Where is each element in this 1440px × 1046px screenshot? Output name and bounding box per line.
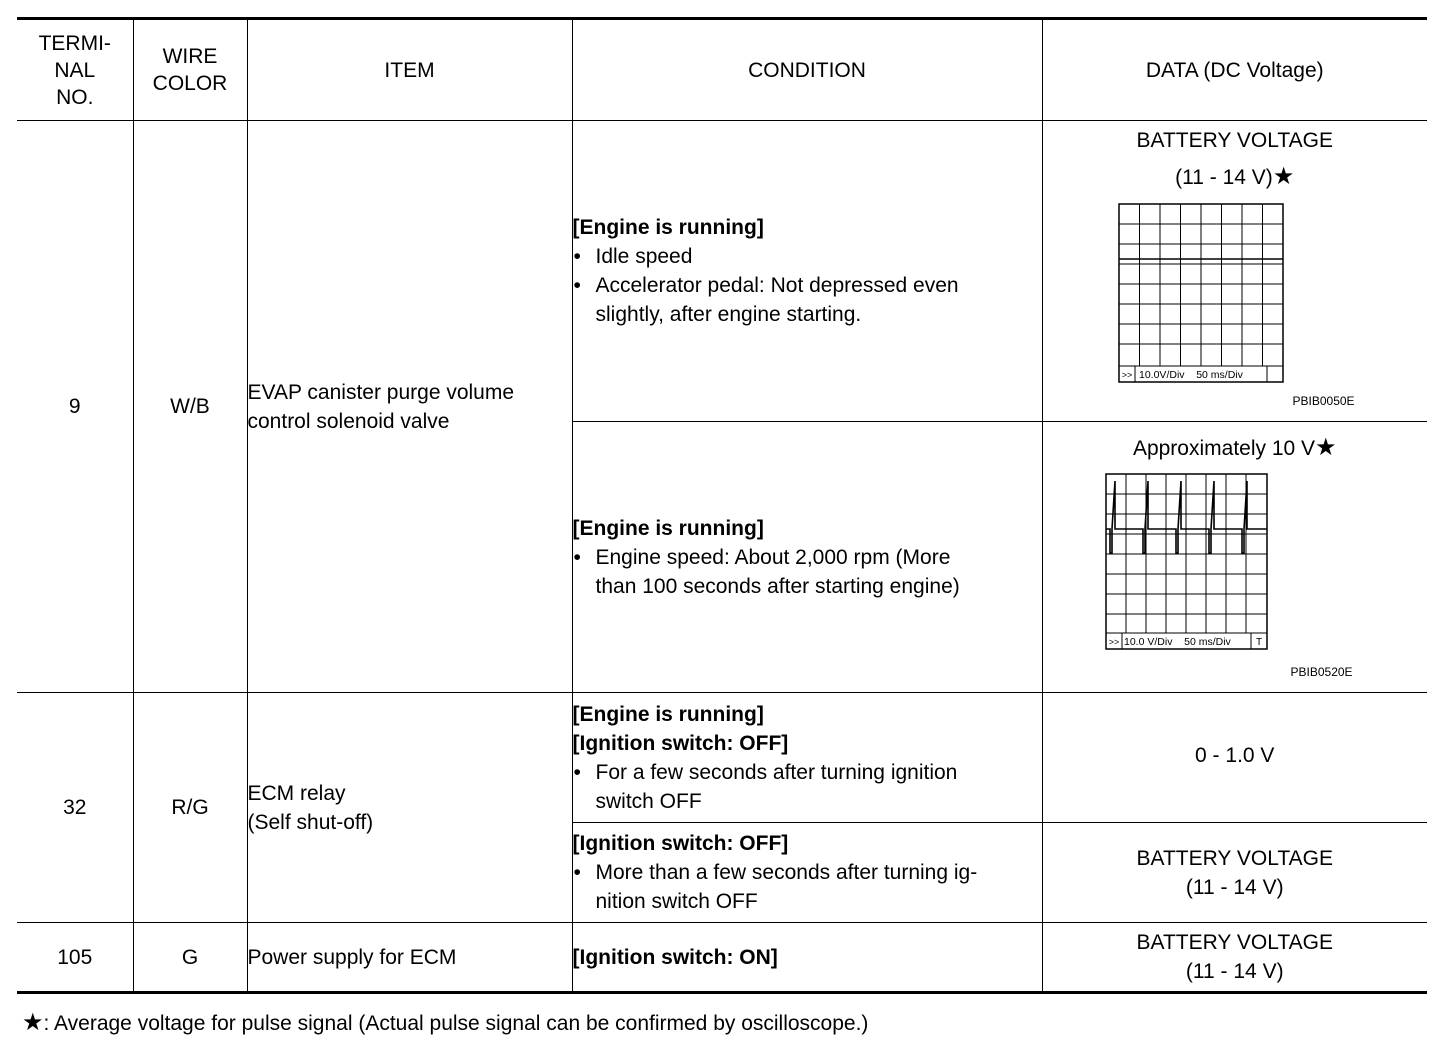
header-item: ITEM	[247, 19, 572, 121]
oscilloscope-waveform-1	[1118, 203, 1288, 388]
condition-title: [Engine is running]	[572, 702, 764, 726]
item-cell: EVAP canister purge volume control solenoid valve	[247, 121, 572, 693]
scope-scale-label: 10.0V/Div 50 ms/Div	[1138, 369, 1243, 381]
data-value	[1043, 162, 1428, 192]
terminal-cell: 32	[17, 693, 133, 923]
terminal-cell: 9	[17, 121, 133, 693]
data-cell: 0 - 1.0 V	[1042, 693, 1427, 823]
condition-title: [Engine is running]	[572, 216, 764, 239]
table-row	[17, 693, 1427, 823]
condition-list	[573, 242, 1042, 329]
wire-color-cell: W/B	[133, 121, 247, 693]
condition-list	[573, 858, 1042, 916]
condition-title: [Ignition switch: OFF]	[572, 832, 789, 855]
terminal-spec-table	[17, 17, 1427, 994]
condition-cell	[572, 693, 1042, 823]
condition-title: [Ignition switch: ON]	[572, 945, 778, 969]
item-cell: ECM relay (Self shut-off)	[247, 693, 572, 923]
header-data: DATA (DC Voltage)	[1042, 19, 1427, 121]
wire-color-cell: G	[133, 923, 247, 993]
data-cell	[1042, 422, 1427, 693]
data-value: BATTERY VOLTAGE	[1136, 846, 1333, 870]
scope-trigger-label: T	[1255, 637, 1262, 648]
condition-cell	[572, 422, 1042, 693]
item-cell: Power supply for ECM	[247, 923, 572, 993]
condition-bullet: • For a few seconds after turning ignition switch OFF	[573, 758, 1042, 816]
footnote	[22, 1008, 868, 1038]
data-value-text: Approximately 10 V	[1132, 437, 1316, 460]
condition-list	[573, 543, 1042, 601]
oscilloscope-waveform-2	[1105, 473, 1271, 653]
data-value: BATTERY VOLTAGE	[1136, 931, 1333, 954]
header-condition: CONDITION	[572, 19, 1042, 121]
scope-arrow-label: >>	[1121, 370, 1132, 380]
condition-cell	[572, 121, 1042, 422]
data-value: (11 - 14 V)	[1185, 875, 1284, 899]
star-icon: ★	[1315, 434, 1337, 461]
header-row	[17, 19, 1427, 121]
condition-title: [Engine is running]	[572, 516, 764, 540]
data-cell	[1042, 923, 1427, 993]
data-value-range: (11 - 14 V)	[1175, 166, 1273, 189]
header-wire-color: WIRE COLOR	[133, 19, 247, 121]
table-row	[17, 923, 1427, 993]
star-icon: ★	[1272, 163, 1295, 190]
scope-arrow-label: >>	[1108, 637, 1119, 647]
figure-id: PBIB0520E	[1290, 665, 1353, 679]
data-cell	[1042, 121, 1427, 422]
condition-bullet: • Accelerator pedal: Not depressed even slightly, after engine starting.	[573, 271, 1042, 329]
wire-color-cell: R/G	[133, 693, 247, 923]
terminal-cell: 105	[17, 923, 133, 993]
condition-list	[573, 758, 1042, 816]
star-icon: ★	[22, 1009, 44, 1036]
figure-id: PBIB0050E	[1292, 394, 1355, 408]
data-cell	[1042, 823, 1427, 923]
scope-scale-label: 10.0 V/Div 50 ms/Div	[1123, 636, 1231, 648]
condition-bullet: • More than a few seconds after turning ig- nition switch OFF	[573, 858, 1042, 916]
condition-bullet: • Idle speed	[573, 242, 1042, 271]
condition-bullet: • Engine speed: About 2,000 rpm (More than 100 seconds after starting engine)	[573, 543, 1042, 601]
footnote-text: : Average voltage for pulse signal (Actual pulse signal can be confirmed by oscilloscope.)	[43, 1012, 869, 1035]
data-value: (11 - 14 V)	[1185, 960, 1284, 983]
condition-cell	[572, 923, 1042, 993]
data-value	[1043, 433, 1428, 463]
table-row	[17, 121, 1427, 422]
header-terminal: TERMI- NAL NO.	[17, 19, 133, 121]
condition-title: [Ignition switch: OFF]	[572, 731, 789, 755]
data-value: BATTERY VOLTAGE	[1136, 129, 1333, 152]
condition-cell	[572, 823, 1042, 923]
